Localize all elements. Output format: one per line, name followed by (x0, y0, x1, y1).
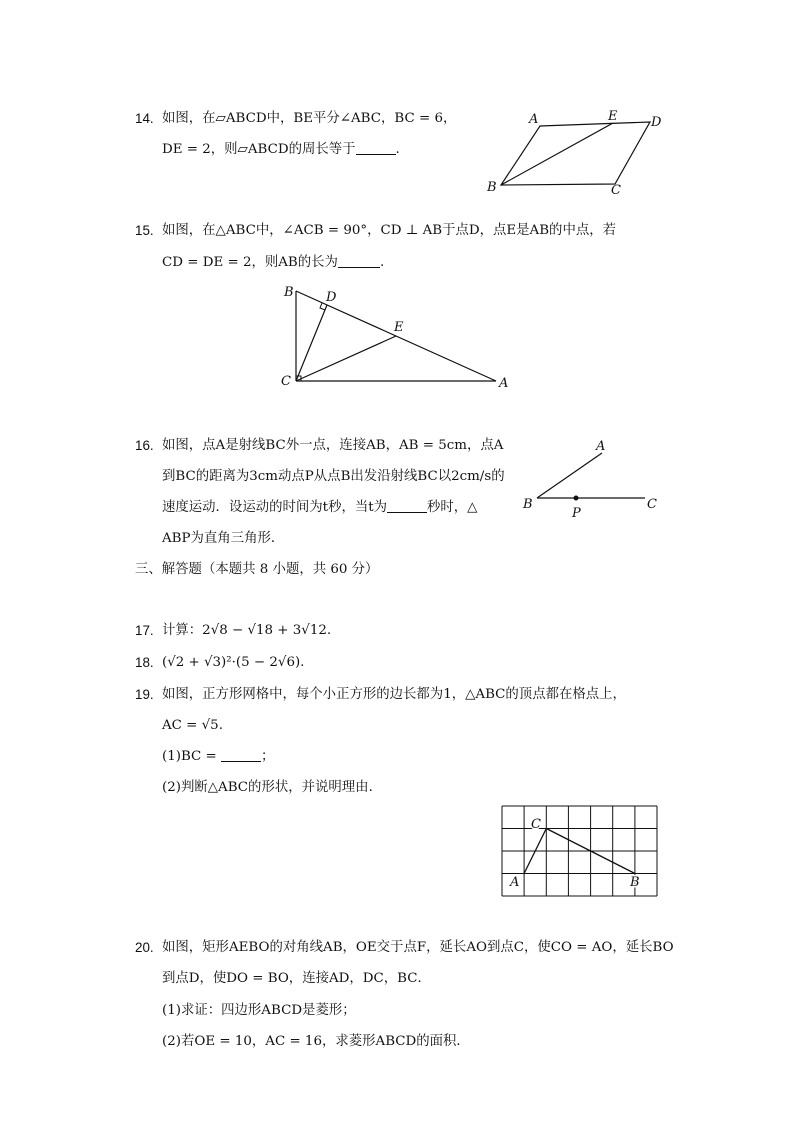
q14-number: 14. (135, 111, 154, 126)
q16-text-line3-b: 秒时，△ (427, 500, 478, 515)
q15-text-line2-b: . (379, 255, 385, 270)
q15-label-a: A (499, 376, 509, 391)
q19-label-a: A (510, 875, 520, 890)
q14-label-d: D (651, 115, 662, 130)
q15-label-e: E (394, 320, 404, 335)
q20-part1: (1)求证：四边形ABCD是菱形； (162, 1003, 356, 1018)
q19-text-line2: AC = √5. (162, 718, 223, 733)
q15-right-triangle-figure (280, 283, 515, 393)
q17-number: 17. (135, 623, 154, 638)
section3-heading: 三、解答题（本题共 8 小题，共 60 分） (135, 562, 379, 577)
q16-ray-figure (520, 438, 665, 523)
q20-text-line2: 到点D，使DO = BO，连接AD，DC，BC． (162, 971, 431, 986)
q14-label-b: B (487, 180, 497, 195)
q16-text-line2: 到BC的距离为3cm动点P从点B出发沿射线BC以2cm/s的 (162, 469, 505, 484)
q17-text: 计算：2√8 − √18 + 3√12. (162, 623, 332, 638)
q19-part1-a: (1)BC = (162, 749, 217, 764)
q19-label-c: C (531, 817, 541, 832)
q16-label-b: B (523, 497, 533, 512)
q16-text-line4: ABP为直角三角形． (162, 531, 285, 546)
q16-text-line1: 如图，点A是射线BC外一点，连接AB，AB = 5cm，点A (162, 438, 504, 453)
q19-text-line1: 如图，正方形网格中，每个小正方形的边长都为1，△ABC的顶点都在格点上， (162, 687, 626, 702)
q16-label-a: A (596, 439, 606, 454)
q19-label-b: B (630, 875, 640, 890)
q19-answer-blank (221, 749, 261, 762)
q16-label-c: C (647, 497, 657, 512)
q15-answer-blank (338, 255, 380, 268)
q14-answer-blank (356, 142, 396, 155)
q15-number: 15. (135, 223, 154, 238)
q14-text-line2-b: . (395, 142, 400, 157)
q20-part2: (2)若OE = 10，AC = 16，求菱形ABCD的面积． (162, 1034, 470, 1049)
q16-number: 16. (135, 438, 154, 453)
q15-text-line2 (162, 254, 384, 272)
q16-answer-blank (387, 500, 427, 513)
q19-number: 19. (135, 687, 154, 702)
q15-label-d: D (326, 290, 337, 305)
q19-grid-figure (502, 806, 658, 897)
q15-label-c: C (281, 374, 291, 389)
q15-text-line2-a: CD = DE = 2，则AB的长为 (162, 255, 338, 270)
q14-parallelogram-figure (485, 108, 670, 198)
q14-text-line1: 如图，在▱ABCD中，BE平分∠ABC，BC = 6， (162, 111, 457, 126)
q14-label-e: E (608, 109, 618, 124)
q14-text-line2-a: DE = 2，则▱ABCD的周长等于 (162, 142, 356, 157)
q19-part1 (162, 748, 274, 766)
q19-part1-b: ； (261, 749, 275, 764)
q20-number: 20. (135, 940, 154, 955)
q16-text-line3-a: 速度运动．设运动的时间为t秒，当t为 (162, 500, 388, 515)
q15-text-line1: 如图，在△ABC中，∠ACB = 90°，CD ⊥ AB于点D，点E是AB的中点，若 (162, 223, 617, 238)
q20-text-line1: 如图，矩形AEBO的对角线AB，OE交于点F，延长AO到点C，使CO = AO，延长BO (162, 940, 674, 955)
q14-label-a: A (529, 112, 539, 127)
q14-text-line2 (162, 141, 400, 159)
q16-label-p: P (572, 506, 581, 521)
q18-text: (√2 + √3)²·(5 − 2√6). (162, 655, 305, 670)
q16-text-line3 (162, 499, 478, 517)
q15-label-b: B (284, 285, 294, 300)
q14-label-c: C (611, 183, 621, 198)
q19-part2: (2)判断△ABC的形状，并说明理由． (162, 780, 382, 795)
q18-number: 18. (135, 655, 154, 670)
